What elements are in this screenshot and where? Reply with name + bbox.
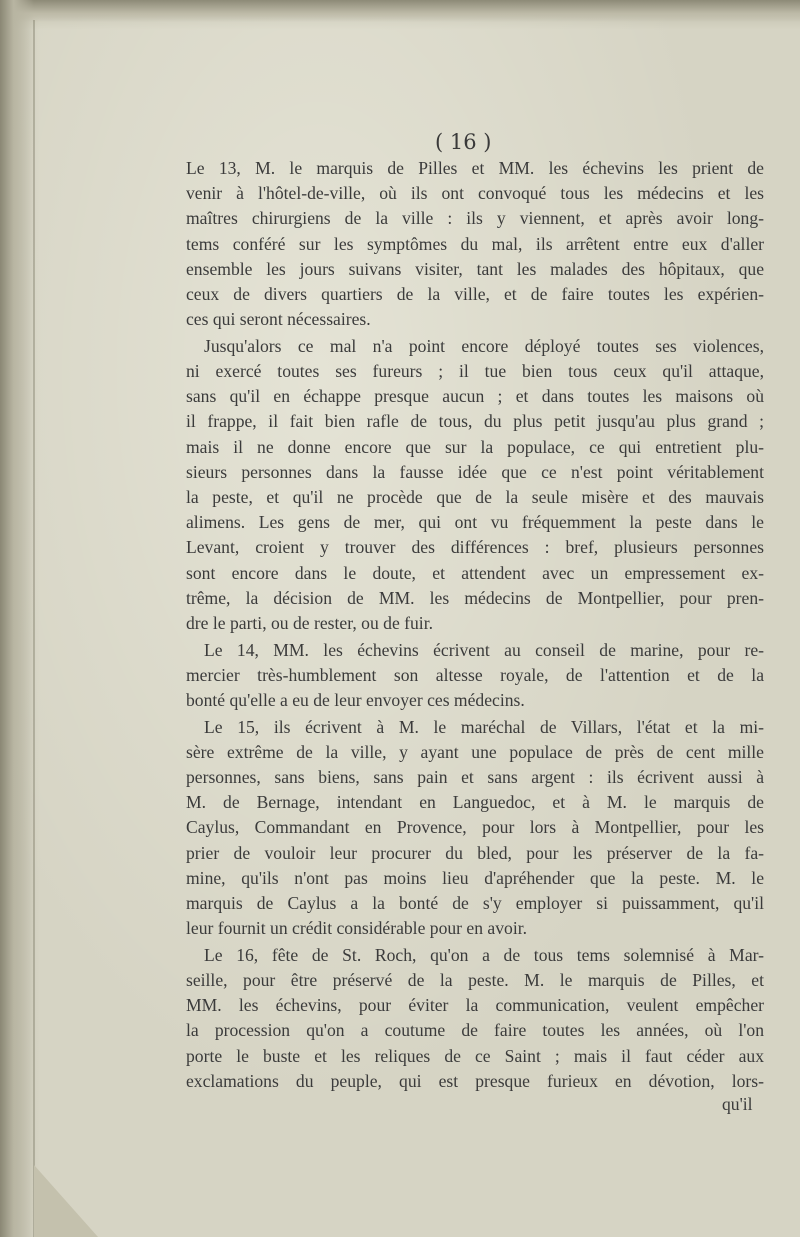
text-line: bonté qu'elle a eu de leur envoyer ces médecins. xyxy=(186,689,525,710)
text-line: leur fournit un crédit considérable pour en avoir. xyxy=(186,918,528,939)
text-line: Jusqu'alors ce mal n'a point encore déployé toutes ses violences, xyxy=(204,335,764,356)
text-line: Le 16, fête de St. Roch, qu'on a de tous tems solemnisé à Mar- xyxy=(204,944,764,965)
catchword: qu'il xyxy=(722,1094,753,1114)
text-line: mais il ne donne encore que sur la populace, ce qui entretient plu- xyxy=(186,436,764,457)
page-top-edge-shadow xyxy=(0,0,800,22)
paragraph-2 xyxy=(186,334,764,636)
text-line: tems conféré sur les symptômes du mal, ils arrêtent entre eux d'aller xyxy=(186,233,764,254)
text-line: la procession qu'on a coutume de faire toutes les années, où l'on xyxy=(186,1020,764,1041)
text-line: venir à l'hôtel-de-ville, où ils ont convoqué tous les médecins et les xyxy=(186,183,764,204)
page-number: ( 16 ) xyxy=(435,130,492,154)
text-line: Le 15, ils écrivent à M. le maréchal de Villars, l'état et la mi- xyxy=(204,716,764,737)
text-line: M. de Bernage, intendant en Languedoc, et à M. le marquis de xyxy=(186,792,764,813)
text-line: mercier très-humblement son altesse royale, de l'attention et de la xyxy=(186,664,764,685)
text-line: trême, la décision de MM. les médecins de Montpellier, pour pren- xyxy=(186,587,764,608)
paragraph-3 xyxy=(186,638,764,714)
paragraph-5 xyxy=(186,943,764,1094)
text-line: exclamations du peuple, qui est presque furieux en dévotion, lors- xyxy=(186,1070,764,1091)
text-line: la peste, et qu'il ne procède que de la seule misère et des mauvais xyxy=(186,486,764,507)
page-fold-line xyxy=(33,20,35,1237)
text-line: Le 13, M. le marquis de Pilles et MM. les échevins les prient de xyxy=(186,158,764,178)
paragraph-1 xyxy=(186,156,764,332)
text-line: porte le buste et les reliques de ce Saint ; mais il faut céder aux xyxy=(186,1045,764,1066)
text-line: seille, pour être préservé de la peste. M. le marquis de Pilles, et xyxy=(186,970,764,990)
text-line: sieurs personnes dans la fausse idée que ce n'est point véritablement xyxy=(186,461,764,482)
text-line: mine, qu'ils n'ont pas moins lieu d'apréhender que la peste. M. le xyxy=(186,867,764,888)
text-line: ceux de divers quartiers de la ville, et de faire toutes les expérien- xyxy=(186,283,764,304)
text-line: ensemble les jours suivans visiter, tant les malades des hôpitaux, que xyxy=(186,258,764,279)
text-line: sont encore dans le doute, et attendent avec un empressement ex- xyxy=(186,562,764,583)
text-line: prier de vouloir leur procurer du bled, pour les préserver de la fa- xyxy=(186,842,764,863)
text-line: ni exercé toutes ses fureurs ; il tue bien tous ceux qu'il attaque, xyxy=(186,361,764,381)
text-line: personnes, sans biens, sans pain et sans argent : ils écrivent aussi à xyxy=(186,767,764,787)
text-line: dre le parti, ou de rester, ou de fuir. xyxy=(186,612,433,633)
text-line: MM. les échevins, pour éviter la communication, veulent empêcher xyxy=(186,995,764,1016)
text-line: ces qui seront nécessaires. xyxy=(186,309,371,330)
text-line: sère extrême de la ville, y ayant une populace de près de cent mille xyxy=(186,741,764,762)
text-line: sans qu'il en échappe presque aucun ; et dans toutes les maisons où xyxy=(186,386,764,407)
text-line: Caylus, Commandant en Provence, pour lors à Montpellier, pour les xyxy=(186,817,764,838)
page-binding-shadow xyxy=(0,0,34,1237)
text-line: maîtres chirurgiens de la ville : ils y viennent, et après avoir long- xyxy=(186,208,764,229)
text-line: alimens. Les gens de mer, qui ont vu fréquemment la peste dans le xyxy=(186,512,764,533)
paragraph-4 xyxy=(186,715,764,942)
text-line: Le 14, MM. les échevins écrivent au conseil de marine, pour re- xyxy=(204,639,764,660)
text-line: Levant, croient y trouver des différences : bref, plusieurs personnes xyxy=(186,537,764,558)
text-line: marquis de Caylus a la bonté de s'y employer si puissamment, qu'il xyxy=(186,892,764,913)
body-text xyxy=(186,156,764,1095)
text-line: il frappe, il fait bien rafle de tous, du plus petit jusqu'au plus grand ; xyxy=(186,411,764,432)
folded-corner xyxy=(34,1165,98,1237)
